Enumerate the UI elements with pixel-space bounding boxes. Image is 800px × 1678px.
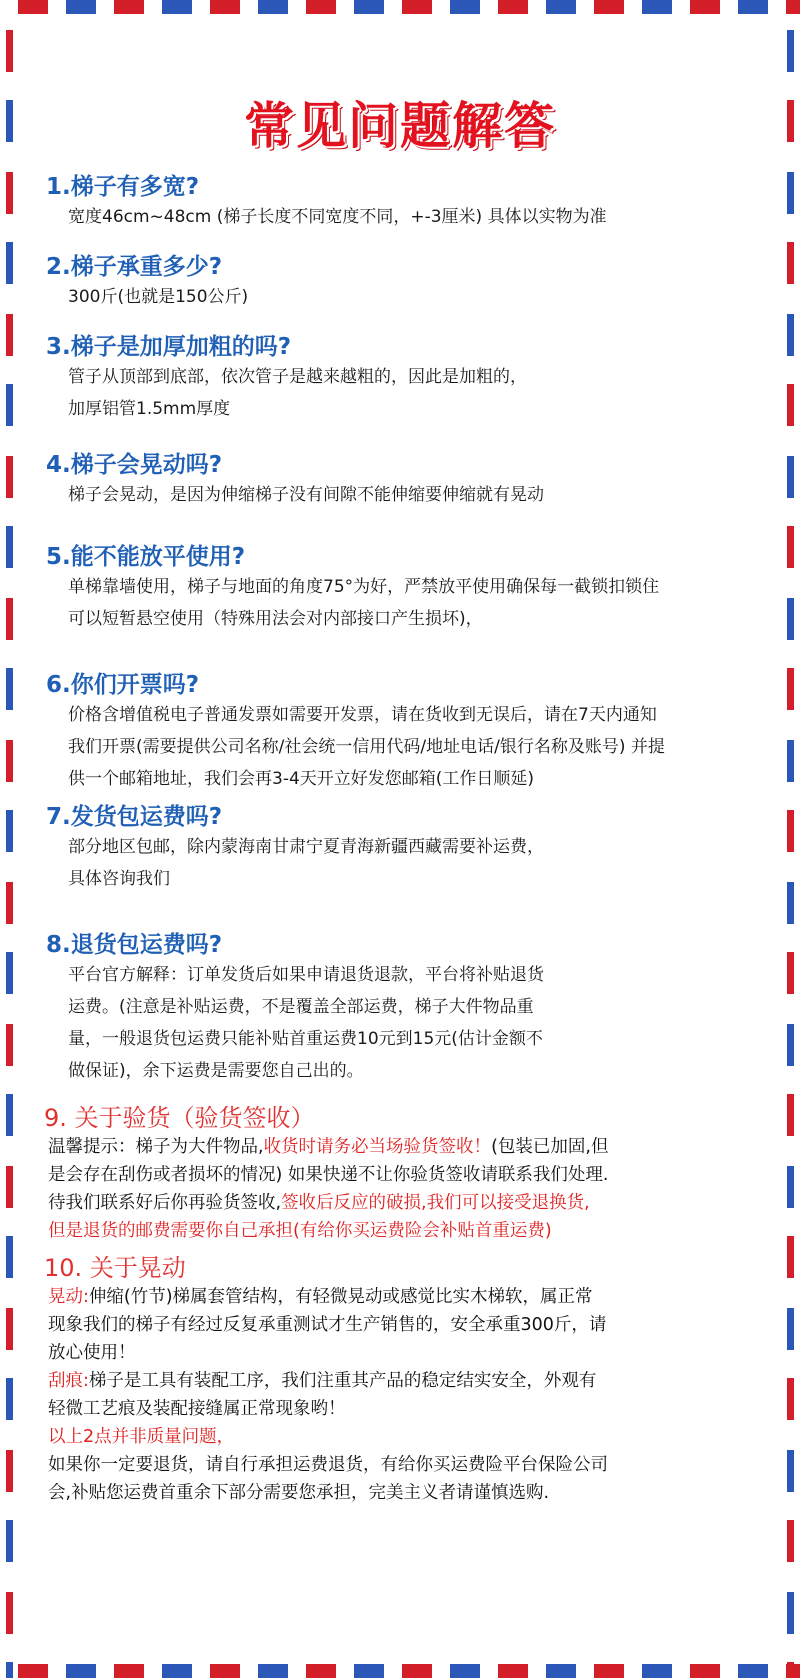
sway-line: 放心使用！ — [48, 1343, 136, 1363]
inspection-text: 待我们联系好后你再验货签收, — [48, 1193, 282, 1213]
faq-question: 5.能不能放平使用? — [46, 544, 246, 570]
sway-section — [44, 1248, 766, 1507]
faq-question: 3.梯子是加厚加粗的吗? — [46, 334, 292, 360]
faq-question: 6.你们开票吗? — [46, 672, 200, 698]
section-heading-sway: 10. 关于晃动 — [44, 1254, 186, 1282]
section-heading-inspection: 9. 关于验货（验货签收） — [44, 1104, 315, 1132]
airmail-border-bottom — [0, 1664, 800, 1678]
inspection-highlight: 收货时请务必当场验货签收！ — [263, 1137, 492, 1157]
inspection-line — [44, 1133, 766, 1161]
inspection-highlight: 签收后反应的破损,我们可以接受退换货, — [281, 1193, 590, 1213]
inspection-section — [44, 1098, 766, 1248]
faq-answer: 运费。(注意是补贴运费，不是覆盖全部运费，梯子大件物品重 — [68, 997, 534, 1017]
sway-line: 现象我们的梯子有经过反复承重测试才生产销售的，安全承重300斤，请 — [48, 1315, 607, 1335]
faq-answer: 梯子会晃动，是因为伸缩梯子没有间隙不能伸缩要伸缩就有晃动 — [68, 485, 544, 505]
faq-answer: 供一个邮箱地址，我们会再3-4天开立好发您邮箱(工作日顺延) — [68, 769, 535, 789]
not-quality-issue-note: 以上2点并非质量问题， — [48, 1427, 235, 1447]
return-line: 会,补贴您运费首重余下部分需要您承担，完美主义者请谨慎选购. — [48, 1483, 550, 1503]
return-line: 如果你一定要退货，请自行承担运费退货，有给你买运费险平台保险公司 — [48, 1455, 608, 1475]
faq-answer: 量，一般退货包运费只能补贴首重运费10元到15元(估计金额不 — [68, 1029, 543, 1049]
faq-item-4 — [46, 446, 766, 538]
faq-item-3 — [46, 328, 766, 446]
faq-answer: 我们开票(需要提供公司名称/社会统一信用代码/地址电话/银行名称及账号) 并提 — [68, 737, 665, 757]
faq-answer: 宽度46cm~48cm (梯子长度不同宽度不同，+-3厘米) 具体以实物为准 — [68, 207, 607, 227]
scratch-line — [44, 1367, 766, 1395]
faq-item-2 — [46, 248, 766, 328]
faq-item-5 — [46, 538, 766, 666]
page-title: 常见问题解答 — [244, 96, 556, 155]
faq-answer: 单梯靠墙使用，梯子与地面的角度75°为好，严禁放平使用确保每一截锁扣锁住 — [68, 577, 660, 597]
airmail-border-right — [787, 0, 794, 1678]
faq-question: 1.梯子有多宽? — [46, 174, 200, 200]
faq-question: 4.梯子会晃动吗? — [46, 452, 223, 478]
scratch-line: 轻微工艺痕及装配接缝属正常现象哟！ — [48, 1399, 346, 1419]
scratch-text: 梯子是工具有装配工序，我们注重其产品的稳定结实安全，外观有 — [88, 1371, 597, 1391]
inspection-line — [44, 1189, 766, 1217]
airmail-border-left — [6, 0, 13, 1678]
faq-question: 7.发货包运费吗? — [46, 804, 223, 830]
faq-answer: 做保证)，余下运费是需要您自己出的。 — [68, 1061, 364, 1081]
faq-question: 8.退货包运费吗? — [46, 932, 223, 958]
faq-answer: 管子从顶部到底部，依次管子是越来越粗的，因此是加粗的， — [68, 367, 527, 387]
faq-answer: 300斤(也就是150公斤) — [68, 287, 249, 307]
sway-label: 晃动: — [48, 1287, 89, 1307]
faq-question: 2.梯子承重多少? — [46, 254, 223, 280]
faq-answer: 可以短暂悬空使用（特殊用法会对内部接口产生损坏)， — [68, 609, 483, 629]
faq-answer: 部分地区包邮，除内蒙海南甘肃宁夏青海新疆西藏需要补运费， — [68, 837, 544, 857]
inspection-text: 温馨提示：梯子为大件物品, — [48, 1137, 264, 1157]
faq-answer: 具体咨询我们 — [68, 869, 170, 889]
faq-content — [46, 168, 766, 1507]
inspection-line: 是会存在刮伤或者损坏的情况) 如果快递不让你验货签收请联系我们处理. — [48, 1165, 609, 1185]
inspection-text: (包装已加固,但 — [491, 1137, 609, 1157]
inspection-line: 但是退货的邮费需要你自己承担(有给你买运费险会补贴首重运费) — [48, 1221, 552, 1241]
airmail-border-top — [0, 0, 800, 14]
faq-item-7 — [46, 798, 766, 926]
faq-answer: 价格含增值税电子普通发票如需要开发票，请在货收到无误后，请在7天内通知 — [68, 705, 657, 725]
faq-item-6 — [46, 666, 766, 798]
faq-item-8 — [46, 926, 766, 1098]
faq-item-1 — [46, 168, 766, 248]
scratch-label: 刮痕: — [48, 1371, 89, 1391]
faq-answer: 加厚铝管1.5mm厚度 — [68, 399, 231, 419]
sway-line — [44, 1283, 766, 1311]
sway-text: 伸缩(竹节)梯属套管结构，有轻微晃动或感觉比实木梯软，属正常 — [88, 1287, 593, 1307]
faq-answer: 平台官方解释：订单发货后如果申请退货退款，平台将补贴退货 — [68, 965, 544, 985]
